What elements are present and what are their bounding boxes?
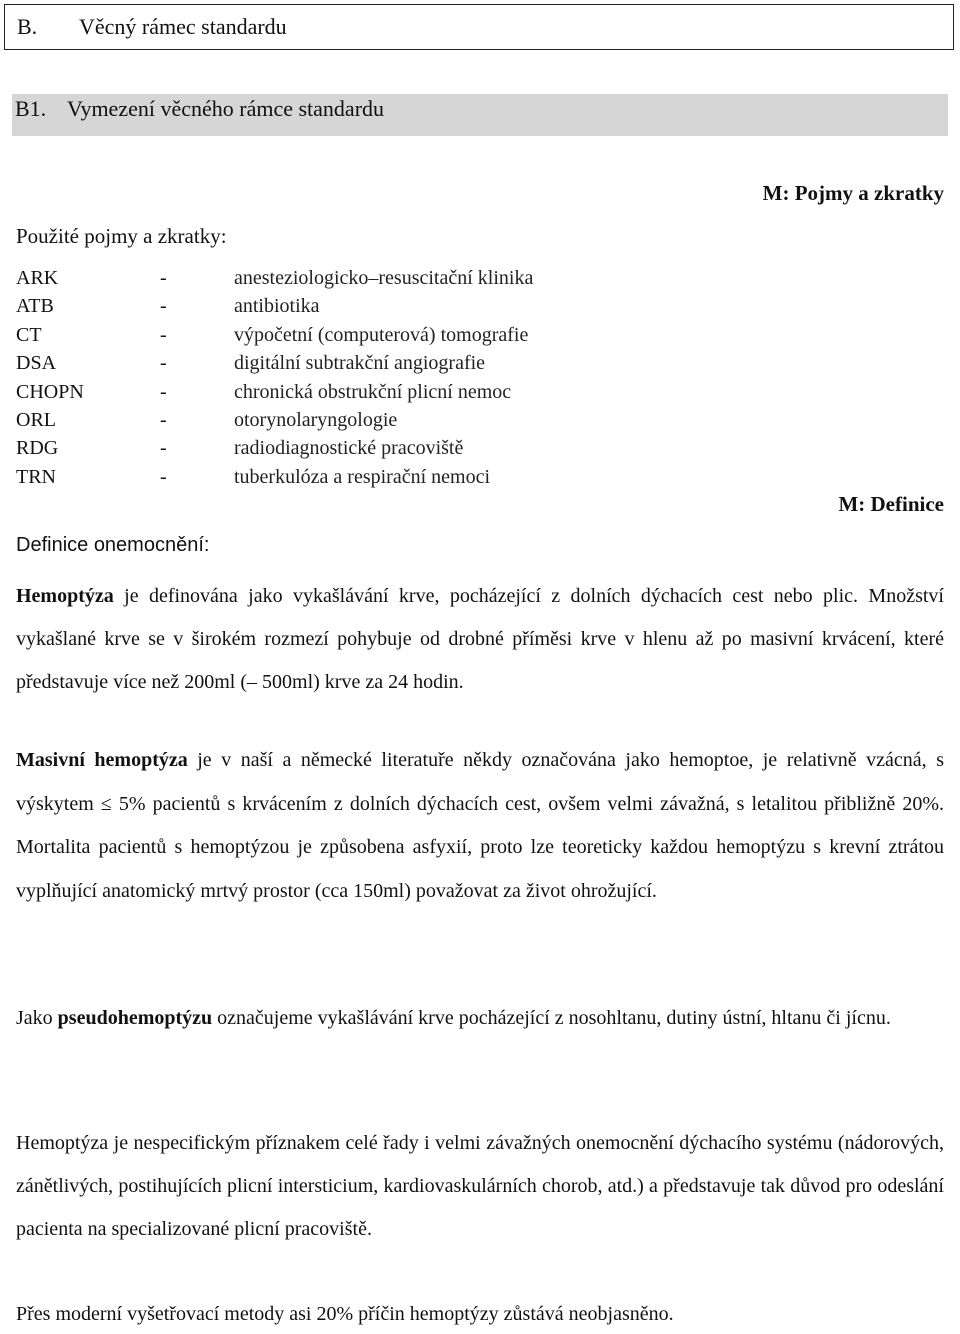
abbreviation-definition: otorynolaryngologie [234, 409, 398, 431]
abbreviation-code: DSA [16, 352, 57, 375]
abbreviation-code: ORL [16, 409, 56, 431]
definitions-title: Definice onemocnění: [16, 534, 210, 556]
paragraph-text: Přes moderní vyšetřovací metody asi 20% příčin hemoptýzy zůstává neobjasněno. [16, 1303, 674, 1325]
abbreviations-title: Použité pojmy a zkratky: [16, 224, 227, 248]
abbreviation-code: ATB [16, 295, 54, 318]
abbreviation-dash: - [160, 465, 167, 488]
section-number: B. [17, 14, 38, 39]
term-masivni-hemoptyza: Masivní hemoptýza [16, 749, 188, 771]
paragraph-text: označujeme vykašlávání krve pocházející z nosohltanu, dutiny ústní, hltanu či jícnu. [212, 1007, 891, 1029]
paragraph-pseudohemoptyza [16, 997, 944, 1040]
abbreviation-definition: výpočetní (computerová) tomografie [234, 323, 529, 346]
paragraph-prefix: Jako [16, 1007, 58, 1029]
paragraph-text: Hemoptýza je nespecifickým příznakem celé řady i velmi závažných onemocnění dýchacího systému (nádorových, zánětlivých, postihujících plicní intersticium, kardiovaskulárních chorob, atd.) a představuje tak důvod pro odeslání pacienta na specializované plicní pracoviště. [16, 1132, 944, 1240]
section-title: Věcný rámec standardu [79, 14, 287, 39]
paragraph-nespecificky-priznak [16, 1122, 944, 1251]
term-pseudohemoptyza: pseudohemoptýzu [57, 1007, 213, 1029]
abbreviation-row [16, 292, 716, 320]
abbreviation-definition: antibiotika [234, 295, 320, 318]
abbreviation-row [16, 378, 716, 406]
abbreviation-code: CT [16, 323, 42, 346]
paragraph-text: je v naší a německé literatuře někdy označována jako hemoptoe, je relativně vzácná, s výskytem ≤ 5% pacientů s krvácením z dolních dýchacích cest, ovšem velmi závažná, s letalitou přibližně 20%. Mortalita pacientů s hemoptýzou je způsobena asfyxií, proto lze teoreticky každou hemoptýzu s krevní ztrátou vyplňující anatomický mrtvý prostor (cca 150ml) považovat za život ohrožující. [16, 749, 944, 902]
abbreviation-dash: - [160, 323, 167, 346]
paragraph-text: je definována jako vykašlávání krve, pocházející z dolních dýchacích cest nebo plic. Množství vykašlané krve se v širokém rozmezí pohybuje od drobné příměsi krve v hlenu až po masivní krvácení, které představuje více než 200ml (– 500ml) krve za 24 hodin. [16, 585, 944, 693]
margin-label-pojmy: M: Pojmy a zkratky [762, 181, 944, 205]
abbreviation-dash: - [160, 380, 167, 403]
abbreviation-dash: - [160, 267, 167, 289]
section-header-box [4, 4, 954, 50]
paragraph-masivni-hemoptyza [16, 739, 944, 913]
paragraph-hemoptyza [16, 575, 944, 704]
abbreviation-definition: chronická obstrukční plicní nemoc [234, 380, 512, 403]
subsection-title: Vymezení věcného rámce standardu [67, 96, 385, 121]
subsection-number: B1. [15, 96, 47, 121]
abbreviation-definition: radiodiagnostické pracoviště [234, 437, 464, 460]
abbreviation-dash: - [160, 409, 167, 431]
subsection-header-bar [12, 94, 948, 136]
abbreviation-code: ARK [16, 267, 59, 289]
term-hemoptyza: Hemoptýza [16, 585, 114, 607]
abbreviation-definition: anesteziologicko–resuscitační klinika [234, 267, 534, 289]
abbreviation-dash: - [160, 295, 167, 318]
abbreviation-row [16, 349, 716, 377]
abbreviation-row [16, 406, 716, 434]
abbreviation-definition: digitální subtrakční angiografie [234, 352, 486, 375]
abbreviation-dash: - [160, 437, 167, 460]
paragraph-neobjasneno [16, 1294, 944, 1334]
abbreviation-code: TRN [16, 465, 56, 488]
abbreviation-code: CHOPN [16, 380, 84, 403]
abbreviation-row [16, 463, 716, 491]
abbreviation-definition: tuberkulóza a respirační nemoci [234, 465, 490, 488]
margin-label-definice: M: Definice [838, 492, 944, 516]
abbreviation-row [16, 264, 716, 292]
abbreviation-code: RDG [16, 437, 59, 460]
abbreviation-row [16, 434, 716, 462]
abbreviation-dash: - [160, 352, 167, 375]
abbreviation-row [16, 321, 716, 349]
